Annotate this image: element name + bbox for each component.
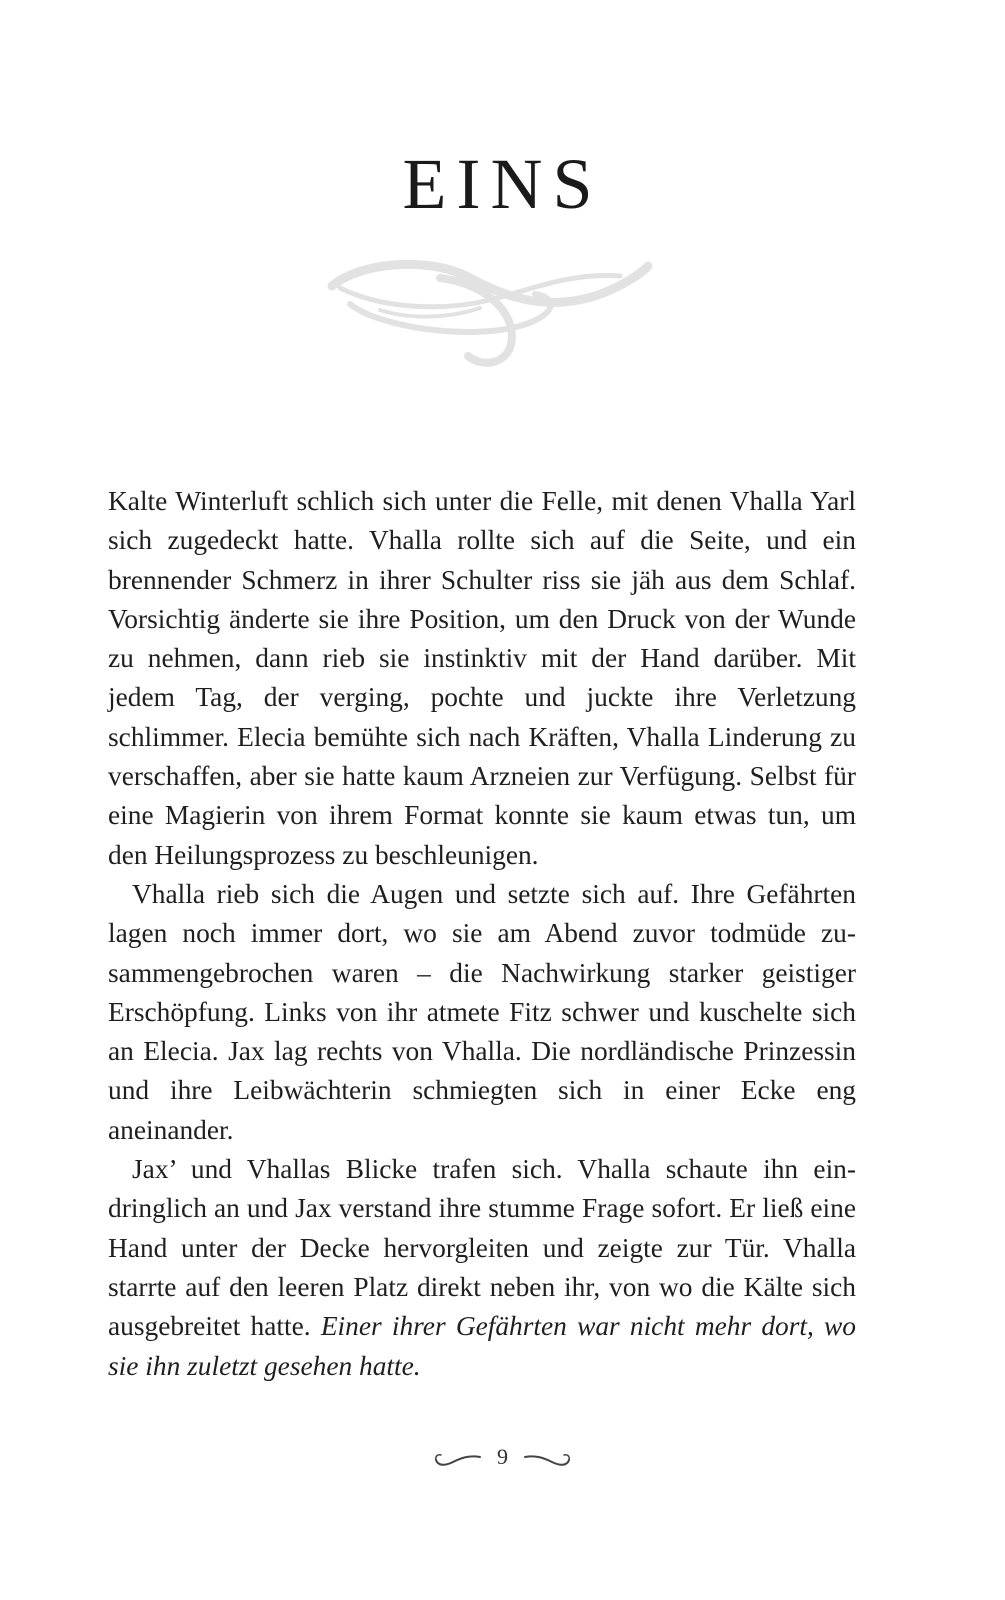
chapter-body [108, 482, 856, 1386]
chapter-title: EINS [402, 144, 603, 224]
paragraph-3 [108, 1150, 856, 1386]
paragraph-2: Vhalla rieb sich die Augen und setzte sich auf. Ihre Gefährten lagen noch immer dort, wo sie am Abend zuvor todmüde zusammengebrochen waren – die Nachwirkung starker geistiger Erschöpfung. Links von ihr atmete Fitz schwer und kuschelte sich an Elecia. Jax lag rechts von Vhalla. Die nordländische Prinzessin und ihre Leibwächterin schmiegten sich in einer Ecke eng aneinander. [108, 878, 856, 1145]
page-number: 9 [497, 1444, 508, 1469]
page-footer [0, 1440, 1005, 1474]
flourish-ornament-icon [320, 248, 655, 370]
swash-left-icon [433, 1446, 483, 1468]
swash-right-icon [522, 1446, 572, 1468]
paragraph-1: Kalte Winterluft schlich sich unter die Felle, mit denen Vhalla Yarl sich zugedeckt hatte. Vhalla rollte sich auf die Seite, und ein brennender Schmerz in ihrer Schulter riss sie jäh aus dem Schlaf. Vorsichtig änderte sie ihre Position, um den Druck von der Wunde zu nehmen, dann rieb sie instinktiv mit der Hand darüber. Mit jedem Tag, der verging, pochte und juckte ihre Verletzung schlimmer. Elecia bemühte sich nach Kräften, Vhalla Linderung zu verschaffen, aber sie hatte kaum Arzneien zur Verfügung. Selbst für eine Magierin von ihrem Format konnte sie kaum etwas tun, um den Heilungsprozess zu beschleunigen. [108, 486, 856, 870]
paragraph-3-italic: Einer ihrer Gefährten war nicht mehr dort, wo sie ihn zuletzt gesehen hatte. [108, 1311, 856, 1381]
paragraph-3-text: Jax’ und Vhallas Blicke trafen sich. Vhalla schaute ihn eindringlich an und Jax verstand ihre stumme Frage sofort. Er ließ eine Hand unter der Decke hervorgleiten und zeigte zur Tür. Vhalla starrte auf den leeren Platz direkt neben ihr, von wo die Kälte sich ausgebreitet hatte. [108, 1154, 856, 1342]
